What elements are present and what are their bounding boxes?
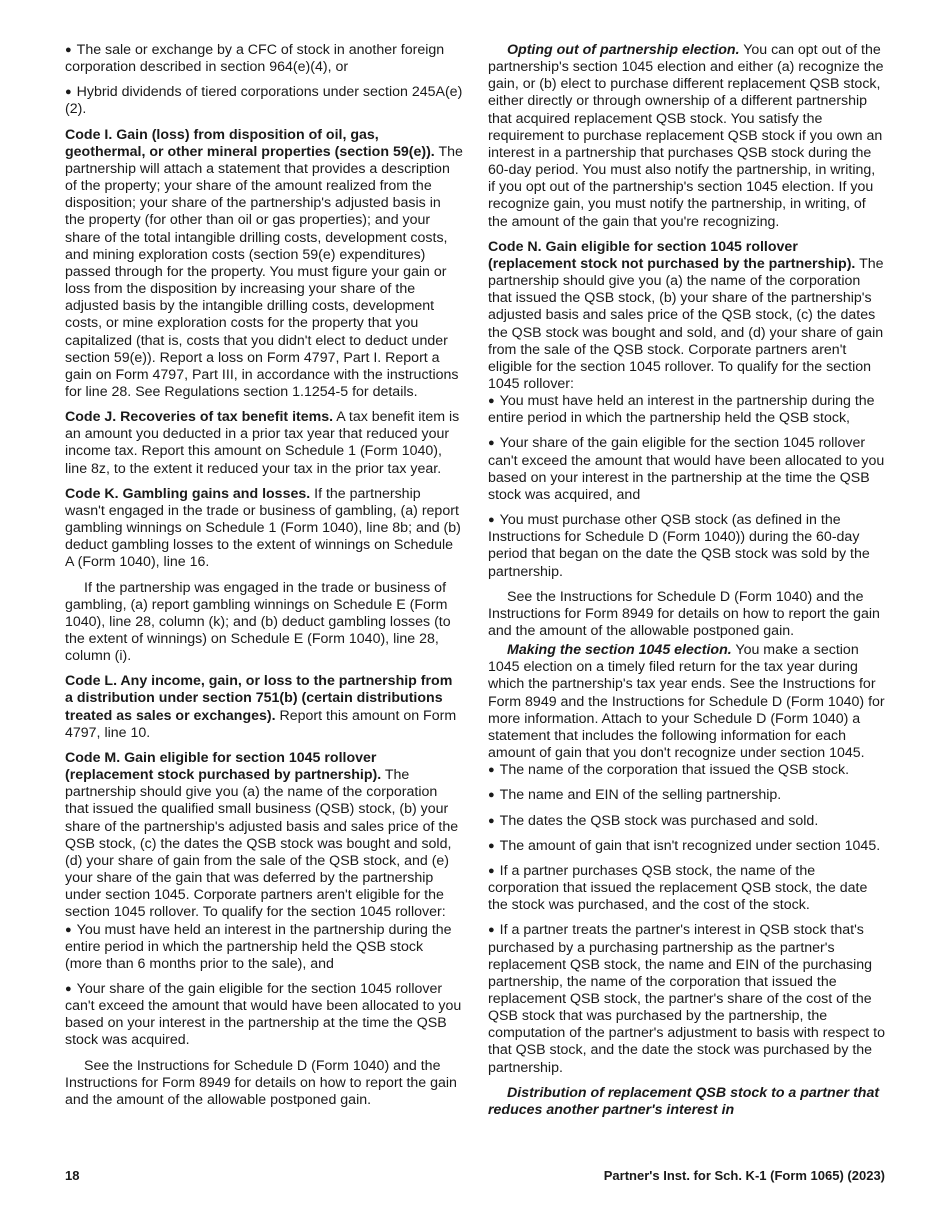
bullet-item: ● If a partner purchases QSB stock, the name of the corporation that issued the replacement QSB stock, the date the stock was purchased, and the cost of the stock. xyxy=(488,862,868,914)
code-l-paragraph xyxy=(65,673,463,742)
bullet-item: ● You must have held an interest in the partnership during the entire period in which the partnership held the QSB stock (more than 6 months prior to the sale), and xyxy=(65,921,452,972)
bullet-item: ● If a partner treats the partner's interest in QSB stock that's purchased by a purchasing partnership as the partner's replacement QSB stock, the name and EIN of the purchasing partnership, the name of the corporation that issued the replacement QSB stock, the partner's share of the cost of the QSB stock that was purchased by the partnership, the computation of the partner's adjustment to basis with respect to that QSB stock, and the date the stock was purchased by the partnership. xyxy=(488,922,886,1076)
bullet-icon: ● xyxy=(488,514,495,527)
bullet-item: ● The amount of gain that isn't recognized under section 1045. xyxy=(488,837,881,854)
code-k-heading: Code K. Gambling gains and losses. xyxy=(65,485,311,502)
code-m-paragraph xyxy=(65,750,463,922)
bullet-icon: ● xyxy=(488,789,495,802)
bullet-icon: ● xyxy=(488,764,495,777)
bullet-item: ● Hybrid dividends of tiered corporations under section 245A(e)(2). xyxy=(65,84,463,118)
code-m-see-paragraph: See the Instructions for Schedule D (Form 1040) and the Instructions for Form 8949 for details on how to report the gain and the amount of the allowable postponed gain. xyxy=(65,1057,457,1108)
code-j-body: A tax benefit item is an amount you deducted in a prior tax year that reduced your income tax. Report this amount on Schedule 1 (Form 1040), line 8z, to the extent it reduced your tax in the prior tax year. xyxy=(65,409,460,477)
opt-out-paragraph xyxy=(488,42,886,231)
opt-out-body: You can opt out of the partnership's section 1045 election and either (a) recognize the gain, or (b) elect to purchase different replacement QSB stock, either directly or through ownership of a different partnership that acquired replacement QSB stock. You satisfy the requirement to purchase replacement QSB stock if you own an interest in a partnership that purchases QSB stock during the 60-day period. You must also notify the partnership, in writing, if you opt out of the partnership's section 1045 election. If you recognize gain, you must notify the partnership, in writing, of the amount of the gain that you're recognizing. xyxy=(488,42,884,230)
page-number: 18 xyxy=(65,1168,80,1183)
bullet-icon: ● xyxy=(65,982,72,995)
making-election-paragraph xyxy=(488,642,886,762)
bullet-icon: ● xyxy=(488,839,495,852)
bullet-item: ● The dates the QSB stock was purchased and sold. xyxy=(488,812,819,829)
bullet-icon: ● xyxy=(488,864,495,877)
code-m-body: The partnership should give you (a) the name of the corporation that issued the qualified small business (QSB) stock, (b) your share of the partnership's adjusted basis and sales price of the QSB stock, (c) the dates the QSB stock was bought and sold, (d) your share of gain from the sale of the QSB stock, and (e) your share of the gain that was deferred by the partnership under section 1045. Corporate partners aren't eligible for the section 1045 rollover. To qualify for the section 1045 rollover: xyxy=(65,767,459,921)
code-k-body: If the partnership wasn't engaged in the trade or business of gambling, (a) report gambling winnings on Schedule 1 (Form 1040), line 8b; and (b) deduct gambling losses to the extent of winnings on Schedule A (Form 1040), line 16. xyxy=(65,485,461,571)
code-n-heading: Code N. Gain eligible for section 1045 rollover (replacement stock not purchased by the partnership). xyxy=(488,238,856,272)
bullet-item: ● The name and EIN of the selling partnership. xyxy=(488,787,782,804)
document-title: Partner's Inst. for Sch. K-1 (Form 1065) (2023) xyxy=(603,1168,885,1183)
right-column xyxy=(488,42,886,1119)
code-l-heading: Code L. Any income, gain, or loss to the partnership from a distribution under section 751(b) (certain distributions treated as sales or exchanges). xyxy=(65,673,453,724)
code-n-paragraph xyxy=(488,239,886,393)
bullet-item: ● Your share of the gain eligible for the section 1045 rollover can't exceed the amount that would have been allocated to you based on your interest in the partnership at the time the QSB stock was acquired, and xyxy=(488,435,885,503)
bullet-icon: ● xyxy=(488,814,495,827)
bullet-icon: ● xyxy=(488,924,495,937)
distribution-heading-paragraph xyxy=(488,1085,886,1119)
bullet-icon: ● xyxy=(65,923,72,936)
distribution-heading: Distribution of replacement QSB stock to a partner that reduces another partner's interest in xyxy=(488,1084,880,1118)
code-n-see-paragraph: See the Instructions for Schedule D (Form 1040) and the Instructions for Form 8949 for details on how to report the gain and the amount of the allowable postponed gain. xyxy=(488,588,880,639)
making-election-heading: Making the section 1045 election. xyxy=(507,642,732,659)
code-m-heading: Code M. Gain eligible for section 1045 rollover (replacement stock purchased by partnership). xyxy=(65,749,382,784)
page-footer xyxy=(65,1168,885,1186)
making-election-body: You make a section 1045 election on a timely filed return for the tax year during which the partnership's tax year ends. See the Instructions for Form 8949 and the Instructions for Schedule D (Form 1040) for more information. Attach to your Schedule D (Form 1040) a statement that includes the following information for each amount of gain that you don't recognize under section 1045. xyxy=(488,642,885,762)
bullet-item: ● The sale or exchange by a CFC of stock in another foreign corporation described in section 964(e)(4), or xyxy=(65,42,445,76)
left-column xyxy=(65,42,463,1117)
code-k-paragraph-2: If the partnership was engaged in the trade or business of gambling, (a) report gambling winnings on Schedule E (Form 1040), line 28, column (k); and (b) deduct gambling losses (to the extent of winnings) on Schedule E (Form 1040), line 28, column (i). xyxy=(65,579,451,665)
bullet-item: ● You must have held an interest in the partnership during the entire period in which the partnership held the QSB stock, xyxy=(488,393,875,427)
code-l-body: Report this amount on Form 4797, line 10. xyxy=(65,707,457,741)
code-i-paragraph xyxy=(65,127,463,402)
bullet-item: ● You must purchase other QSB stock (as defined in the Instructions for Schedule D (Form 1040)) during the 60-day period that began on the date the QSB stock was sold by the partnership. xyxy=(488,512,870,580)
opt-out-heading: Opting out of partnership election. xyxy=(507,42,740,58)
code-i-body: The partnership will attach a statement that provides a description of the property; your share of the amount realized from the disposition; your share of the partnership's adjusted basis in the property (for other than oil or gas properties); and your share of the total intangible drilling costs, development costs, and mining exploration costs (section 59(e) expenditures) passed through for the property. You must figure your gain or loss from the disposition by increasing your share of the adjusted basis by the intangible drilling costs, development costs, or mine exploration costs for the property that you capitalized (that is, costs that you didn't elect to deduct under section 59(e)). Report a loss on Form 4797, Part I. Report a gain on Form 4797, Part III, in accordance with the instructions for line 28. See Regulations section 1.1254-5 for details. xyxy=(65,143,463,400)
bullet-item: ● The name of the corporation that issued the QSB stock. xyxy=(488,762,850,779)
bullet-icon: ● xyxy=(488,437,495,450)
bullet-icon: ● xyxy=(488,395,495,408)
code-j-heading: Code J. Recoveries of tax benefit items. xyxy=(65,409,334,426)
code-j-paragraph xyxy=(65,409,463,478)
code-i-heading: Code I. Gain (loss) from disposition of oil, gas, geothermal, or other mineral properties (section 59(e)). xyxy=(65,126,435,160)
bullet-item: ● Your share of the gain eligible for the section 1045 rollover can't exceed the amount that would have been allocated to you based on your interest in the partnership at the time the QSB stock was acquired. xyxy=(65,980,462,1049)
code-n-body: The partnership should give you (a) the name of the corporation that issued the QSB stock, (b) your share of the partnership's adjusted basis and sales price of the QSB stock, (c) the dates the QSB stock was bought and sold, and (d) your share of gain from the sale of the QSB stock. Corporate partners aren't eligible for the section 1045 rollover. To qualify for the section 1045 rollover: xyxy=(488,255,884,392)
bullet-icon: ● xyxy=(65,86,72,99)
code-k-paragraph xyxy=(65,486,463,572)
bullet-icon: ● xyxy=(65,44,72,56)
